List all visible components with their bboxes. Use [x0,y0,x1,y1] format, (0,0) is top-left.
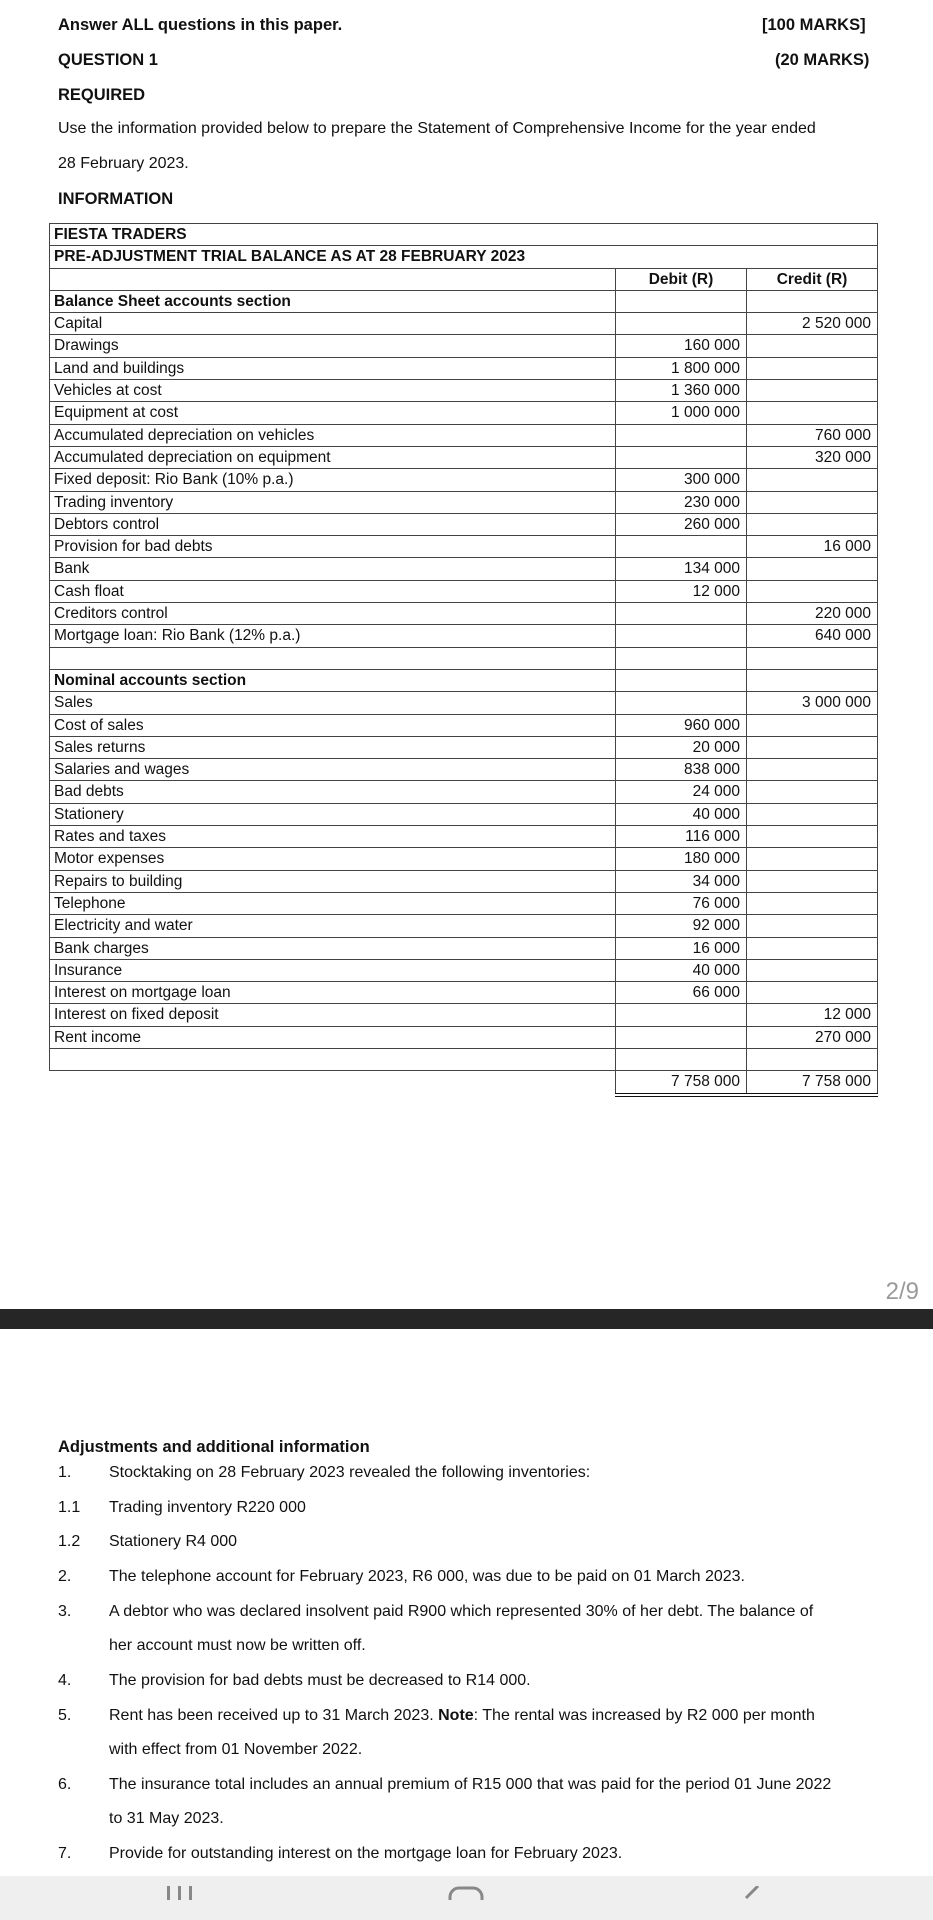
instruction: Answer ALL questions in this paper. [58,16,343,34]
recent-apps-icon[interactable] [165,1886,195,1905]
nominal-account-row [50,759,878,781]
debit-amount: 160 000 [616,335,747,357]
balance-account-row [50,513,878,535]
debit-amount [616,603,747,625]
empty-cell [747,669,878,691]
debit-amount: 76 000 [616,892,747,914]
nominal-account-row [50,714,878,736]
home-icon[interactable] [448,1886,484,1905]
debit-amount: 24 000 [616,781,747,803]
account-name: Bank charges [50,937,616,959]
credit-amount [747,759,878,781]
balance-account-row [50,357,878,379]
item-text: Stocktaking on 28 February 2023 revealed the following inventories: [109,1464,591,1481]
nominal-account-row [50,959,878,981]
debit-amount: 40 000 [616,959,747,981]
debit-amount [616,313,747,335]
nominal-account-row [50,915,878,937]
empty-cell [616,290,747,312]
account-name: Sales returns [50,736,616,758]
totals-row [50,1071,878,1095]
account-name: Trading inventory [50,491,616,513]
account-name: Provision for bad debts [50,536,616,558]
credit-amount [747,513,878,535]
debit-amount: 116 000 [616,826,747,848]
credit-amount [747,937,878,959]
credit-amount: 760 000 [747,424,878,446]
debit-amount [616,692,747,714]
nominal-account-row [50,870,878,892]
debit-amount [616,1004,747,1026]
item-text-post: : The rental was increased by R2 000 per month [473,1707,815,1724]
item-text: The telephone account for February 2023, R6 000, was due to be paid on 01 March 2023. [109,1568,745,1585]
item-number: 1.1 [58,1499,81,1516]
balance-account-row [50,580,878,602]
debit-amount: 12 000 [616,580,747,602]
debit-amount: 40 000 [616,803,747,825]
header-blank-cell [50,268,616,290]
credit-amount: 3 000 000 [747,692,878,714]
account-name: Mortgage loan: Rio Bank (12% p.a.) [50,625,616,647]
item-text: A debtor who was declared insolvent paid R900 which represented 30% of her debt. The balance of [109,1603,814,1620]
account-name: Salaries and wages [50,759,616,781]
debit-amount: 300 000 [616,469,747,491]
account-name: Cost of sales [50,714,616,736]
item-number: 4. [58,1672,72,1689]
back-icon[interactable] [742,1886,762,1905]
credit-amount [747,982,878,1004]
account-name: Telephone [50,892,616,914]
credit-amount [747,335,878,357]
credit-amount [747,357,878,379]
nominal-account-row [50,781,878,803]
account-name: Debtors control [50,513,616,535]
nominal-account-row [50,1026,878,1048]
account-name: Bank [50,558,616,580]
item-text-continued: her account must now be written off. [109,1637,366,1654]
nominal-account-row [50,848,878,870]
account-name: Electricity and water [50,915,616,937]
account-name: Drawings [50,335,616,357]
debit-amount: 34 000 [616,870,747,892]
credit-amount [747,870,878,892]
page-separator [0,1309,933,1329]
item-text: Trading inventory R220 000 [109,1499,306,1516]
item-number: 1. [58,1464,72,1481]
balance-account-row [50,335,878,357]
nominal-account-row [50,937,878,959]
spacer-cell [616,1048,747,1070]
balance-account-row [50,558,878,580]
credit-amount [747,826,878,848]
account-name: Insurance [50,959,616,981]
debit-amount: 66 000 [616,982,747,1004]
balance-account-row [50,446,878,468]
credit-amount [747,803,878,825]
account-name: Cash float [50,580,616,602]
credit-amount [747,959,878,981]
credit-amount [747,580,878,602]
account-name: Capital [50,313,616,335]
debit-amount: 92 000 [616,915,747,937]
company-name: FIESTA TRADERS [50,224,878,246]
spacer-cell [747,1048,878,1070]
account-name: Fixed deposit: Rio Bank (10% p.a.) [50,469,616,491]
credit-amount [747,469,878,491]
information-label: INFORMATION [58,190,174,208]
nominal-section-label: Nominal accounts section [50,669,616,691]
debit-amount: 134 000 [616,558,747,580]
nominal-account-row [50,803,878,825]
item-number: 5. [58,1707,72,1724]
account-name: Rates and taxes [50,826,616,848]
account-name: Stationery [50,803,616,825]
credit-amount [747,848,878,870]
credit-amount: 16 000 [747,536,878,558]
credit-amount [747,558,878,580]
nominal-account-row [50,892,878,914]
required-text-line1: Use the information provided below to prepare the Statement of Comprehensive Income for the year ended [58,120,816,137]
item-text [109,1699,924,1733]
required-text-line2: 28 February 2023. [58,155,189,172]
account-name: Bad debts [50,781,616,803]
exam-page-2 [0,1329,933,1920]
balance-account-row [50,469,878,491]
credit-amount [747,915,878,937]
credit-amount [747,380,878,402]
nominal-account-row [50,736,878,758]
empty-cell [747,290,878,312]
debit-amount [616,424,747,446]
credit-amount: 320 000 [747,446,878,468]
total-debit: 7 758 000 [616,1071,747,1095]
credit-amount [747,402,878,424]
item-text: Stationery R4 000 [109,1533,238,1550]
item-text-continued: with effect from 01 November 2022. [109,1741,363,1758]
debit-amount: 838 000 [616,759,747,781]
balance-account-row [50,313,878,335]
balance-account-row [50,603,878,625]
debit-amount [616,446,747,468]
empty-cell [616,669,747,691]
account-name: Vehicles at cost [50,380,616,402]
account-name: Accumulated depreciation on equipment [50,446,616,468]
balance-account-row [50,424,878,446]
spacer-cell [50,647,616,669]
credit-amount: 12 000 [747,1004,878,1026]
account-name: Accumulated depreciation on vehicles [50,424,616,446]
account-name: Motor expenses [50,848,616,870]
debit-amount: 16 000 [616,937,747,959]
total-credit: 7 758 000 [747,1071,878,1095]
item-text-continued: to 31 May 2023. [109,1810,224,1827]
debit-amount: 1 000 000 [616,402,747,424]
debit-amount: 230 000 [616,491,747,513]
account-name: Land and buildings [50,357,616,379]
debit-amount [616,625,747,647]
item-text: The provision for bad debts must be decreased to R14 000. [109,1672,531,1689]
credit-column-header: Credit (R) [747,268,878,290]
debit-amount: 20 000 [616,736,747,758]
item-number: 1.2 [58,1533,81,1550]
account-name: Interest on mortgage loan [50,982,616,1004]
balance-account-row [50,536,878,558]
credit-amount: 640 000 [747,625,878,647]
debit-amount [616,1026,747,1048]
account-name: Rent income [50,1026,616,1048]
nominal-account-row [50,1004,878,1026]
adjustments-title: Adjustments and additional information [58,1438,370,1456]
credit-amount: 2 520 000 [747,313,878,335]
account-name: Equipment at cost [50,402,616,424]
debit-amount: 960 000 [616,714,747,736]
account-name: Interest on fixed deposit [50,1004,616,1026]
debit-amount: 180 000 [616,848,747,870]
nominal-account-row [50,692,878,714]
debit-amount: 1 800 000 [616,357,747,379]
nominal-account-row [50,982,878,1004]
spacer-cell [50,1048,616,1070]
credit-amount [747,736,878,758]
note-label: Note [438,1707,474,1724]
balance-account-row [50,625,878,647]
debit-amount [616,536,747,558]
item-text: Provide for outstanding interest on the mortgage loan for February 2023. [109,1845,623,1862]
item-number: 3. [58,1603,72,1620]
totals-blank [50,1071,616,1095]
debit-amount: 260 000 [616,513,747,535]
question-marks: (20 MARKS) [775,51,870,69]
item-text-pre: Rent has been received up to 31 March 2023. [109,1707,439,1724]
account-name: Sales [50,692,616,714]
trial-balance-title: PRE-ADJUSTMENT TRIAL BALANCE AS AT 28 FEBRUARY 2023 [50,246,878,268]
debit-column-header: Debit (R) [616,268,747,290]
credit-amount: 270 000 [747,1026,878,1048]
item-text: The insurance total includes an annual premium of R15 000 that was paid for the period 01 June 2022 [109,1776,832,1793]
credit-amount [747,892,878,914]
item-number: 7. [58,1845,72,1862]
question-title: QUESTION 1 [58,51,158,69]
credit-amount: 220 000 [747,603,878,625]
balance-account-row [50,491,878,513]
debit-amount: 1 360 000 [616,380,747,402]
balance-account-row [50,380,878,402]
total-marks: [100 MARKS] [762,16,866,34]
spacer-cell [747,647,878,669]
trial-balance-table [49,223,878,1097]
balance-account-row [50,402,878,424]
spacer-cell [616,647,747,669]
page-indicator: 2/9 [885,1278,919,1305]
account-name: Repairs to building [50,870,616,892]
balance-section-label: Balance Sheet accounts section [50,290,616,312]
nominal-account-row [50,826,878,848]
android-navigation-bar [0,1876,933,1920]
credit-amount [747,491,878,513]
required-label: REQUIRED [58,86,146,104]
item-number: 2. [58,1568,72,1585]
item-number: 6. [58,1776,72,1793]
credit-amount [747,714,878,736]
account-name: Creditors control [50,603,616,625]
credit-amount [747,781,878,803]
